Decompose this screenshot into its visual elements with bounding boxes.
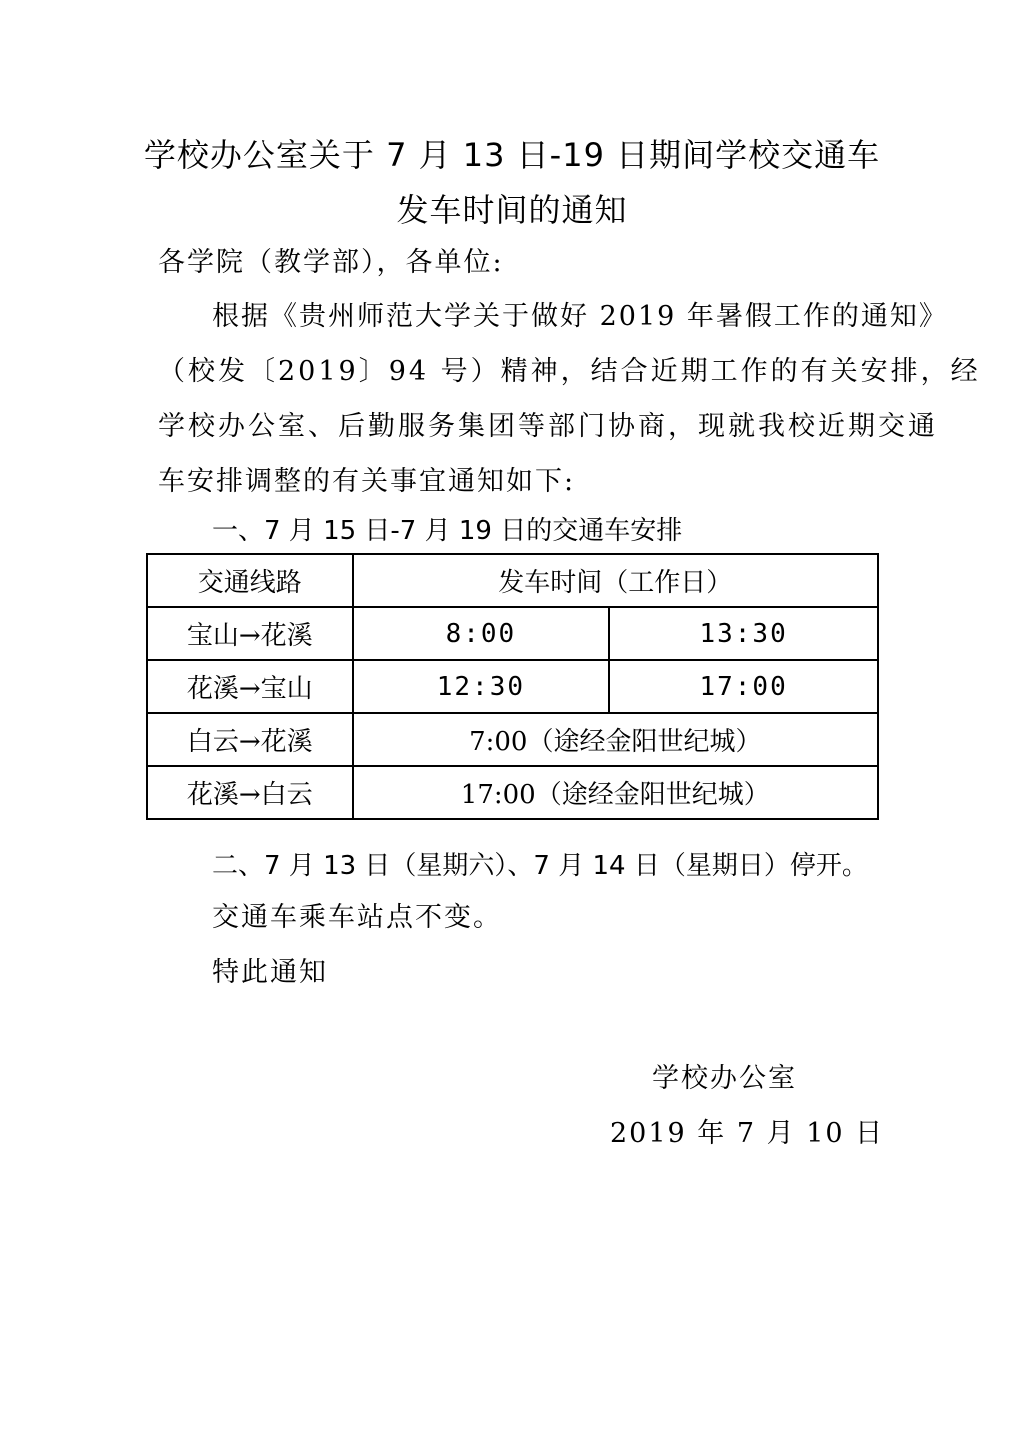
section1-heading: 一、7 月 15 日-7 月 19 日的交通车安排 bbox=[212, 516, 683, 546]
time-cell: 8:00 bbox=[353, 607, 610, 660]
body-line-1: 根据《贵州师范大学关于做好 2019 年暑假工作的通知》 bbox=[212, 301, 948, 332]
table-row bbox=[147, 766, 878, 819]
time-cell: 7:00（途经金阳世纪城） bbox=[353, 713, 878, 766]
bus-schedule-table bbox=[146, 553, 879, 820]
closing-text: 特此通知 bbox=[212, 957, 328, 988]
table-row bbox=[147, 660, 878, 713]
body-line-2: （校发〔2019〕94 号）精神，结合近期工作的有关安排，经 bbox=[158, 356, 981, 387]
route-cell: 白云→花溪 bbox=[147, 713, 353, 766]
body-line-4: 车安排调整的有关事宜通知如下: bbox=[158, 466, 576, 497]
table-row bbox=[147, 607, 878, 660]
notice-title-line2: 发车时间的通知 bbox=[396, 191, 628, 229]
time-cell: 17:00 bbox=[609, 660, 878, 713]
table-header-row bbox=[147, 554, 878, 607]
time-cell: 17:00（途经金阳世纪城） bbox=[353, 766, 878, 819]
time-cell: 12:30 bbox=[353, 660, 610, 713]
route-cell: 花溪→宝山 bbox=[147, 660, 353, 713]
salutation: 各学院（教学部），各单位: bbox=[158, 247, 504, 278]
notice-title-line1: 学校办公室关于 7 月 13 日-19 日期间学校交通车 bbox=[143, 136, 881, 174]
route-cell: 花溪→白云 bbox=[147, 766, 353, 819]
section2-heading: 二、7 月 13 日（星期六）、7 月 14 日（星期日）停开。 bbox=[212, 851, 868, 881]
header-route: 交通线路 bbox=[147, 554, 353, 607]
table-row bbox=[147, 713, 878, 766]
signature-date: 2019 年 7 月 10 日 bbox=[610, 1118, 885, 1149]
time-cell: 13:30 bbox=[609, 607, 878, 660]
signature-dept: 学校办公室 bbox=[652, 1063, 797, 1094]
body-line-3: 学校办公室、后勤服务集团等部门协商，现就我校近期交通 bbox=[158, 411, 938, 442]
stop-note: 交通车乘车站点不变。 bbox=[212, 902, 502, 933]
header-time: 发车时间（工作日） bbox=[353, 554, 878, 607]
route-cell: 宝山→花溪 bbox=[147, 607, 353, 660]
